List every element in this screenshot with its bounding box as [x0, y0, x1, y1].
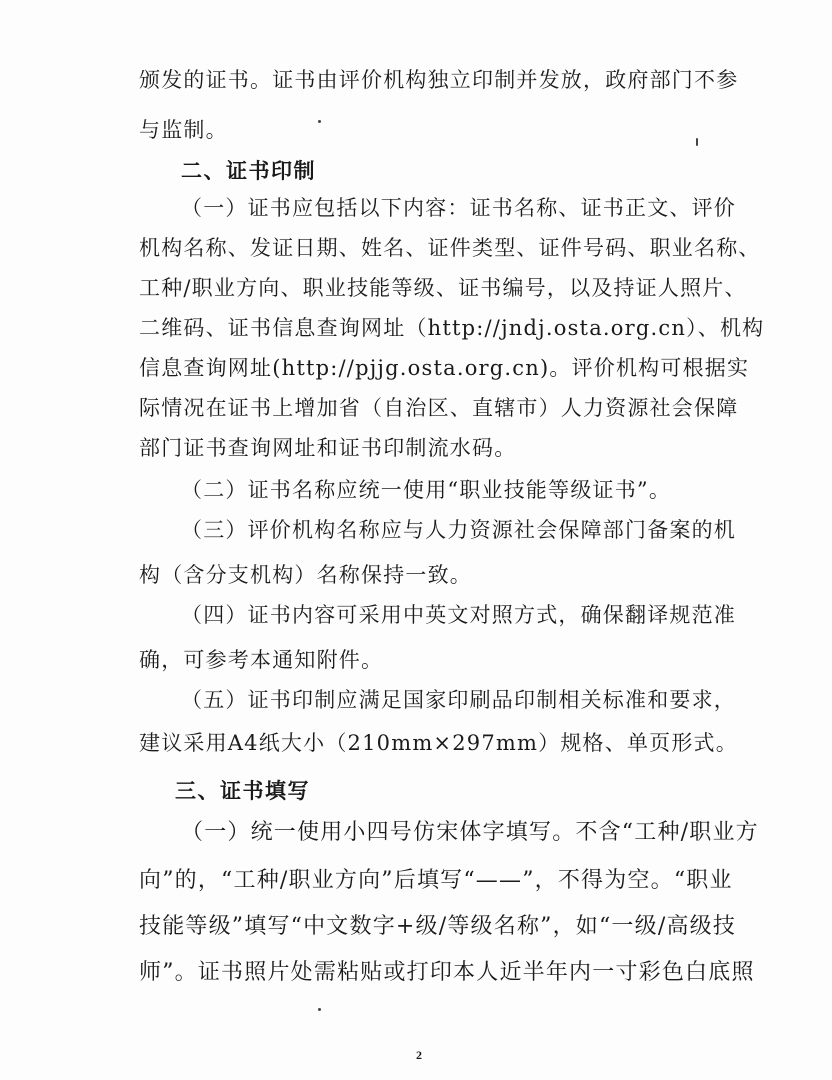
page-number: 2 [416, 1048, 422, 1062]
text-line-10: 部门证书查询网址和证书印制流水码。 [139, 436, 517, 460]
section-heading-3: 三、证书填写 [175, 778, 310, 803]
text-line-2: 与监制。 [139, 118, 228, 142]
scan-speck [696, 138, 698, 146]
text-line-7: 二维码、证书信息查询网址（http://jndj.osta.org.cn）、机构 [139, 316, 765, 340]
text-line-9: 际情况在证书上增加省（自治区、直辖市）人力资源社会保障 [139, 396, 739, 420]
text-line-12: （三）评价机构名称应与人力资源社会保障部门备案的机 [181, 518, 736, 542]
section-heading-2: 二、证书印制 [181, 158, 316, 183]
text-line-20: 向”的，“工种/职业方向”后填写“——”，不得为空。“职业 [139, 868, 733, 893]
text-line-11: （二）证书名称应统一使用“职业技能等级证书”。 [181, 478, 672, 502]
text-line-14: （四）证书内容可采用中英文对照方式，确保翻译规范准 [181, 603, 736, 627]
text-line-16: （五）证书印制应满足国家印刷品印制相关标准和要求， [181, 688, 736, 712]
text-line-6: 工种/职业方向、职业技能等级、证书编号，以及持证人照片、 [139, 276, 747, 300]
text-line-8: 信息查询网址(http://pjjg.osta.org.cn)。评价机构可根据实 [139, 356, 750, 380]
text-line-19: （一）统一使用小四号仿宋体字填写。不含“工种/职业方 [181, 820, 759, 845]
scan-speck [318, 120, 321, 123]
text-line-15: 确，可参考本通知附件。 [139, 648, 384, 672]
text-line-4: （一）证书应包括以下内容：证书名称、证书正文、评价 [181, 196, 736, 220]
text-line-13: 构（含分支机构）名称保持一致。 [139, 563, 472, 587]
text-line-22: 师”。证书照片处需粘贴或打印本人近半年内一寸彩色白底照 [139, 960, 755, 985]
text-line-21: 技能等级”填写“中文数字+级/等级名称”，如“一级/高级技 [139, 914, 737, 939]
scan-speck [318, 1008, 321, 1011]
text-line-5: 机构名称、发证日期、姓名、证件类型、证件号码、职业名称、 [139, 236, 761, 260]
text-line-1: 颁发的证书。证书由评价机构独立印制并发放，政府部门不参 [139, 68, 739, 92]
text-line-17: 建议采用A4纸大小（210mm×297mm）规格、单页形式。 [139, 731, 738, 755]
